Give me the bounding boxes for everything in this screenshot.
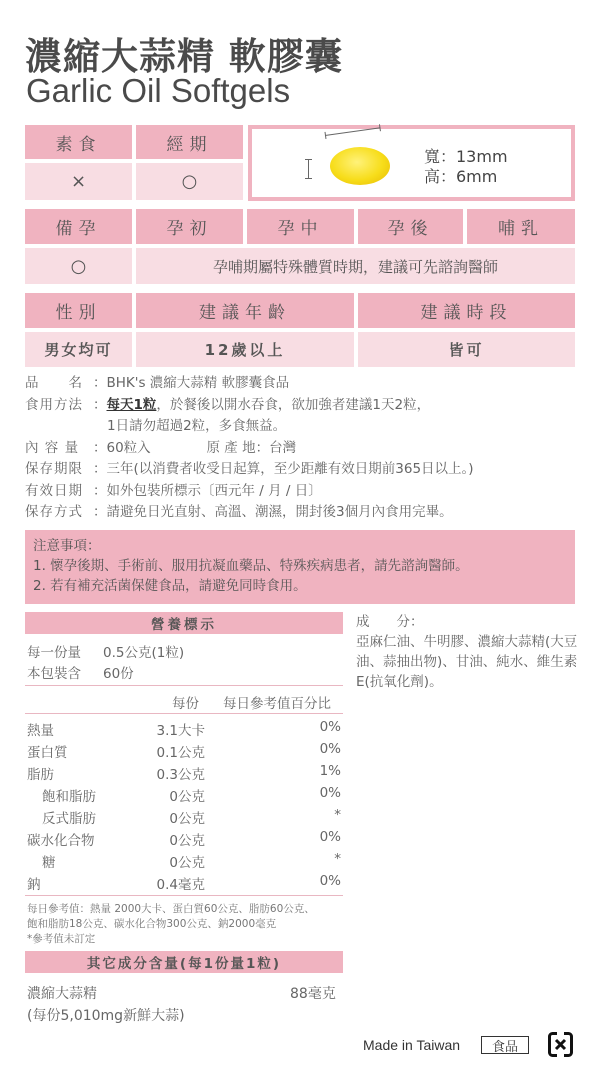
notice-item: 1. 懷孕後期、手術前、服用抗凝血藥品、特殊疾病患者，請先諮詢醫師。	[33, 558, 469, 574]
content-value: 60粒入	[106, 439, 151, 456]
nutrition-row: 鈉 0.4毫克 0%	[27, 873, 341, 893]
other-value: 88毫克	[290, 986, 336, 1002]
usage-value-2: 1日請勿超過2粒，多食無益。	[107, 418, 287, 434]
product-title-en: Garlic Oil Softgels	[26, 72, 291, 109]
expiry-value: 如外包裝所標示〔西元年 / 月 / 日〕	[106, 482, 322, 499]
vegetarian-header: 素食	[25, 125, 132, 159]
notice-box	[25, 530, 575, 604]
servings-value: 60份	[103, 666, 134, 682]
col-daily-value: 每日參考值百分比	[223, 696, 331, 712]
nutrition-row: 飽和脂肪 0公克 0%	[42, 785, 341, 805]
age-value: 12歲以上	[136, 332, 354, 367]
capsule-size-box	[248, 125, 575, 201]
divider	[25, 895, 343, 896]
breastfeeding-header: 哺乳	[467, 209, 575, 244]
other-note: (每份5,010mg新鮮大蒜)	[27, 1008, 185, 1024]
nutrition-title: 營養標示	[25, 612, 343, 634]
ingredients-text: 亞麻仁油、牛明膠、濃縮大蒜精(大豆油、蒜抽出物)、甘油、純水、維生素E(抗氧化劑)。	[356, 634, 578, 690]
other-ingredients-title: 其它成分含量(每1份量1粒)	[25, 951, 343, 973]
recycle-icon	[548, 1032, 573, 1057]
other-name: 濃縮大蒜精	[27, 986, 97, 1002]
timing-header: 建議時段	[358, 293, 575, 328]
product-info: 品 名 ： BHK's 濃縮大蒜精 軟膠囊食品 食用方法 ： 每天1粒 ，於餐後以開水吞食，欲加強者建議1天2粒， 1日請勿超過2粒，多食無益。 內 容 量 ： 60粒入 原 產 地 ： 台灣 保存期限 ： 三年(以消費者收受日起算，至少距離有效日期前365日以上。) 有效日期 ： 如外包裝所標示〔西元年 / 月 / 日〕 保存方式 ： 請避免日光直射、高溫、潮濕，開封後3個月內食用完畢。	[25, 373, 474, 524]
origin-label: 原 產 地	[206, 439, 256, 456]
product-title-zh: 濃縮大蒜精 軟膠囊	[25, 35, 343, 78]
made-in-taiwan: Made in Taiwan	[363, 1037, 461, 1053]
pregnancy-mid-header: 孕中	[247, 209, 354, 244]
food-badge: 食品	[481, 1036, 529, 1054]
ingredients	[356, 612, 578, 692]
capsule-height: 高：6mm	[424, 167, 498, 186]
name-value: BHK's 濃縮大蒜精 軟膠囊食品	[106, 375, 290, 391]
storage-label: 保存方式	[25, 504, 83, 520]
expiry-label: 有效日期	[25, 482, 83, 499]
name-label: 品 名	[25, 375, 83, 391]
content-label: 內 容 量	[25, 439, 80, 456]
capsule-width: 寬：13mm	[424, 147, 508, 166]
divider	[25, 685, 343, 686]
menstruation-value: ○	[136, 163, 243, 200]
shelf-life-value: 三年(以消費者收受日起算，至少距離有效日期前365日以上。)	[106, 461, 474, 477]
age-header: 建議年齡	[136, 293, 354, 328]
ingredients-label: 成 分：	[356, 614, 424, 630]
nutrition-row: 糖 0公克 *	[42, 851, 341, 871]
nutrition-row: 熱量 3.1大卡 0%	[27, 719, 341, 739]
usage-value: ，於餐後以開水吞食，欲加強者建議1天2粒，	[156, 396, 431, 413]
servings-label: 本包裝含	[27, 666, 81, 682]
pregnancy-prep-value: ○	[25, 248, 132, 284]
pregnancy-early-header: 孕初	[136, 209, 243, 244]
storage-value: 請避免日光直射、高溫、潮濕，開封後3個月內食用完畢。	[106, 504, 453, 520]
gender-value: 男女均可	[25, 332, 132, 367]
nutrition-row: 碳水化合物 0公克 0%	[27, 829, 341, 849]
pregnancy-prep-header: 備孕	[25, 209, 132, 244]
footnote: 飽和脂肪18公克、碳水化合物300公克、鈉2000毫克	[27, 918, 277, 930]
col-per-serving: 每份	[172, 696, 199, 712]
height-dimension-icon	[308, 159, 309, 179]
footnote: *參考值未訂定	[27, 933, 96, 945]
notice-title: 注意事項：	[33, 538, 101, 554]
notice-item: 2. 若有補充活菌保健食品，請避免同時食用。	[33, 578, 307, 594]
footnote: 每日參考值：熱量 2000大卡、蛋白質60公克、脂肪60公克、	[27, 903, 315, 915]
pregnancy-note: 孕哺期屬特殊體質時期，建議可先諮詢醫師	[136, 248, 575, 284]
usage-label: 食用方法	[25, 396, 83, 413]
timing-value: 皆可	[358, 332, 575, 367]
width-dimension-icon	[325, 127, 381, 136]
vegetarian-value: ×	[25, 163, 132, 200]
nutrition-row: 反式脂肪 0公克 *	[42, 807, 341, 827]
nutrition-row: 蛋白質 0.1公克 0%	[27, 741, 341, 761]
menstruation-header: 經期	[136, 125, 243, 159]
serving-size-label: 每一份量	[27, 645, 81, 661]
pregnancy-late-header: 孕後	[358, 209, 463, 244]
origin-value: 台灣	[269, 439, 297, 456]
serving-size-value: 0.5公克(1粒)	[103, 645, 185, 661]
usage-emphasis: 每天1粒	[106, 396, 157, 413]
shelf-life-label: 保存期限	[25, 461, 83, 477]
gender-header: 性別	[25, 293, 132, 328]
divider	[25, 713, 343, 714]
nutrition-row: 脂肪 0.3公克 1%	[27, 763, 341, 783]
softgel-capsule-image	[330, 147, 390, 185]
